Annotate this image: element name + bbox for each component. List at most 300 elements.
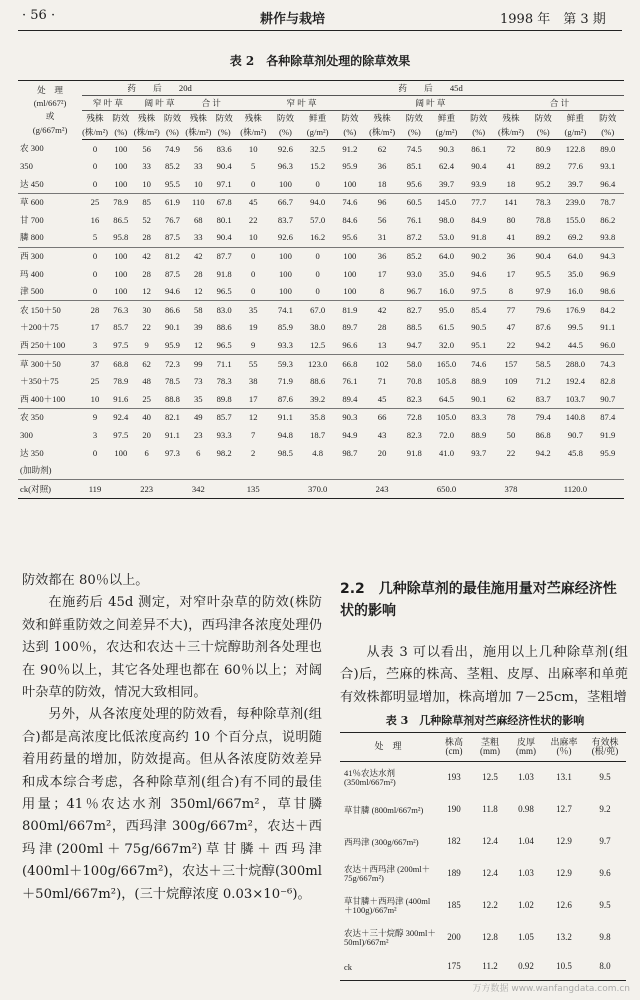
table-cell: 92.6	[269, 229, 301, 247]
table-cell: 97.9	[527, 283, 559, 301]
table-row	[340, 794, 626, 826]
table-row	[340, 858, 626, 890]
table-cell: 3	[92, 430, 98, 440]
table-cell: 97.5	[463, 283, 495, 301]
table-cell: 90.2	[471, 251, 487, 262]
table3-title: 表 3 几种除草剂对苎麻经济性状的影响	[385, 714, 585, 727]
table-cell: 96.6	[334, 337, 366, 355]
row-treatment: 玛 400	[20, 268, 44, 279]
table-cell: 87.5	[164, 268, 180, 279]
table-cell	[237, 462, 269, 480]
row-treatment: (加助剂)	[18, 462, 82, 480]
table3	[340, 732, 626, 981]
table-cell: 90.5	[471, 322, 487, 333]
table-cell: 92.4	[113, 412, 129, 423]
table-cell: 123.0	[307, 358, 328, 369]
table-cell: 13.1	[556, 772, 572, 783]
table-cell: 0	[251, 251, 256, 262]
period-20d-header: 药 后 20d	[82, 81, 237, 96]
row-treatment: 农 350	[20, 412, 44, 423]
table-cell: 43	[377, 430, 387, 440]
row-treatment: 津 500	[18, 283, 82, 301]
table-cell: 95.2	[527, 175, 559, 193]
table3-header-row: 处 理 株高 (cm) 茎粗 (mm) 皮厚 (mm) 出麻率 (％) 有效株 (根/蔸)	[340, 733, 626, 762]
table-cell: 176.9	[565, 304, 586, 315]
table-cell: 193	[447, 772, 461, 783]
row-treatment: ck(对照)	[18, 480, 82, 499]
table-row	[18, 247, 624, 265]
table-cell: 74.3	[600, 358, 616, 369]
table-cell: 47	[506, 322, 516, 333]
table-cell: 12.5	[302, 337, 334, 355]
table-cell: 58.0	[406, 358, 422, 369]
table-cell: 91.8	[406, 447, 422, 458]
table-cell: 8	[366, 283, 398, 301]
table-cell: 79.6	[535, 304, 551, 315]
table-cell: 39	[193, 322, 203, 333]
table-cell: 0	[237, 175, 269, 193]
table-cell: 76.3	[113, 304, 129, 315]
table-cell: 22	[248, 214, 258, 225]
table-cell: 90.1	[164, 322, 180, 333]
table-cell: 35	[185, 390, 211, 408]
table-cell: 41.0	[438, 447, 455, 458]
table-cell: 89.2	[527, 229, 559, 247]
table-cell: 93.0	[406, 268, 422, 279]
table-row	[18, 158, 624, 176]
table-cell: 77	[506, 304, 516, 315]
table-cell: 0	[92, 251, 98, 262]
table-cell: 95.0	[438, 304, 455, 315]
table-cell: 36	[377, 161, 387, 172]
table-cell: 1120.0	[559, 480, 591, 499]
table-cell	[108, 462, 134, 480]
table-cell: 77.7	[471, 197, 487, 208]
table-cell: 39.7	[430, 175, 462, 193]
table-cell: 52	[142, 214, 151, 225]
table-cell: 84.9	[471, 214, 487, 225]
table-cell: 192.4	[565, 376, 586, 387]
table-cell: 74.1	[277, 304, 293, 315]
table-cell: 25	[134, 390, 160, 408]
table-cell	[134, 462, 160, 480]
table-cell: 78.3	[216, 376, 232, 387]
table-row	[18, 265, 624, 283]
table-cell: 100	[114, 161, 128, 172]
table-cell	[160, 480, 186, 499]
row-treatment: 农达＋西玛津 (200ml＋75g/667m²)	[344, 864, 431, 883]
table-cell: 42	[142, 251, 151, 262]
table-cell: 74.9	[164, 143, 180, 154]
table-cell: 94.0	[310, 197, 326, 208]
table-cell: 100	[334, 175, 366, 193]
table-cell	[463, 462, 495, 480]
table-cell: 94.7	[398, 337, 430, 355]
table-row	[18, 319, 624, 337]
table-cell: 378	[495, 480, 527, 499]
table-row	[340, 954, 626, 981]
row-treatment: 农 150＋50	[20, 304, 61, 315]
table-cell: 28	[377, 322, 387, 333]
table-cell: 71.2	[535, 376, 551, 387]
table-cell: 89.7	[342, 322, 358, 333]
table-cell: 91.1	[600, 322, 616, 333]
table-cell: 91.8	[463, 229, 495, 247]
table-cell: 95.6	[334, 229, 366, 247]
table-cell	[82, 462, 108, 480]
table-cell: 18	[366, 175, 398, 193]
table-cell	[495, 462, 527, 480]
table-cell: 157	[504, 358, 518, 369]
table-cell: 72.3	[164, 358, 180, 369]
table-cell: 72	[506, 143, 516, 154]
table-cell: 1.04	[518, 836, 534, 847]
row-treatment: 草 600	[20, 197, 44, 208]
table-cell: 0	[92, 161, 98, 172]
table-cell: 650.0	[430, 480, 462, 499]
table-cell	[366, 462, 398, 480]
table-cell: 12.9	[556, 836, 572, 847]
table-cell: 76.1	[406, 214, 422, 225]
table-cell: 0.92	[508, 954, 544, 981]
table-cell: 94.9	[342, 430, 358, 440]
table-cell: 81.9	[342, 304, 358, 315]
table-cell: 100	[114, 143, 128, 154]
table-cell: 10	[185, 175, 211, 193]
table-cell: 74.6	[342, 197, 358, 208]
table-cell: 9.8	[599, 932, 611, 943]
table-cell: 100	[334, 283, 366, 301]
table-cell: 3	[82, 337, 108, 355]
table-cell: 56	[193, 143, 203, 154]
table-cell	[398, 462, 430, 480]
row-treatment: 草甘膦＋西玛津 (400ml＋100g)/667m²	[344, 896, 431, 915]
total-header-20d: 合 计	[185, 96, 237, 111]
table-cell: 22	[495, 337, 527, 355]
table-cell: 288.0	[565, 358, 586, 369]
table-cell: 41	[506, 161, 516, 172]
table-cell: 95.5	[535, 268, 551, 279]
table-cell: 140.8	[565, 412, 586, 423]
row-treatment: 达 350	[20, 447, 44, 458]
table-cell: 62	[377, 143, 387, 154]
table-cell: 44.5	[559, 337, 591, 355]
table-cell: 12	[185, 283, 211, 301]
table-cell: 33	[185, 229, 211, 247]
table-cell: 13.2	[556, 932, 572, 943]
table-cell: 20	[142, 430, 151, 440]
table-cell: 71.9	[277, 376, 293, 387]
table-cell: 74.6	[471, 358, 487, 369]
table-cell: 78.3	[535, 197, 551, 208]
table-cell: 145.0	[436, 197, 457, 208]
table-row	[18, 211, 624, 229]
table-cell: 0	[251, 268, 256, 279]
table-cell: 64.0	[567, 251, 583, 262]
table-cell: 22	[142, 322, 151, 333]
table-cell: 12.4	[482, 868, 498, 879]
table-cell: 90.4	[211, 229, 237, 247]
table-cell: 31	[366, 229, 398, 247]
table-cell: 97.5	[113, 430, 129, 440]
table-cell: 86.6	[164, 304, 180, 315]
treatment-header: 处 理 (ml/667²) 或 (g/667m²)	[18, 81, 82, 140]
table-cell: 90.7	[567, 430, 583, 440]
broad-header-45d: 阔 叶 草	[366, 96, 495, 111]
table-cell	[592, 462, 625, 480]
table-cell: 99.5	[567, 322, 583, 333]
table-cell: 85.7	[113, 322, 129, 333]
table-cell: 87.6	[535, 322, 551, 333]
table-cell: 78	[506, 412, 516, 423]
table-row	[18, 444, 624, 462]
table-cell: 48	[142, 376, 151, 387]
paragraph: 防效都在 80％以上。	[22, 573, 149, 588]
table-cell: 45.8	[567, 447, 583, 458]
table-cell: 73	[193, 376, 203, 387]
table-cell: 90.3	[342, 412, 358, 423]
table-cell: 100	[343, 268, 357, 279]
table-cell: 82.3	[398, 390, 430, 408]
table-cell: 28	[134, 229, 160, 247]
table-cell: 0	[315, 268, 320, 279]
table-cell: 100	[343, 251, 357, 262]
table-cell: 56	[142, 143, 151, 154]
table-cell: 103.7	[559, 390, 591, 408]
table-cell: 110	[192, 197, 205, 208]
table-cell: 109	[504, 376, 518, 387]
table-cell: 91.8	[216, 268, 232, 279]
table-cell: 81.2	[164, 251, 180, 262]
table-cell: 4.8	[312, 447, 324, 458]
table-cell: 89.0	[600, 143, 616, 154]
table-cell: 102	[375, 358, 389, 369]
table-cell: 45	[248, 197, 258, 208]
table-cell: 11.2	[472, 954, 508, 981]
table-cell: 85.2	[406, 251, 422, 262]
table-cell: 100	[108, 283, 134, 301]
row-treatment: 西 250＋100	[18, 337, 82, 355]
table-row	[18, 373, 624, 391]
table-cell: 83.3	[471, 412, 487, 423]
table-cell: 0	[82, 175, 108, 193]
table-row	[18, 462, 624, 480]
table-cell: 89.2	[535, 161, 551, 172]
table-cell: 96.4	[592, 175, 625, 193]
table-cell: 62	[495, 390, 527, 408]
table-cell: 98.7	[342, 447, 358, 458]
table-cell: 25	[90, 376, 100, 387]
table-cell: 94.2	[527, 337, 559, 355]
total-header-45d: 合 计	[495, 96, 624, 111]
table-cell: 58	[193, 304, 203, 315]
table-cell: 35.0	[438, 268, 455, 279]
table-cell: 17	[377, 268, 387, 279]
left-column-text	[22, 570, 322, 906]
table-cell	[211, 480, 237, 499]
table-cell: 91.1	[164, 430, 180, 440]
table-cell: 190	[447, 804, 461, 815]
table-cell: 12.9	[556, 868, 572, 879]
table-cell: 77.6	[567, 161, 583, 172]
table-cell: 93.1	[600, 161, 616, 172]
table-cell: 66.7	[277, 197, 293, 208]
table-cell: 96.0	[592, 337, 625, 355]
table-cell: 83.0	[216, 304, 232, 315]
table-cell: 86.8	[535, 430, 551, 440]
table-cell: 74.5	[406, 143, 422, 154]
table-cell: 98.6	[592, 283, 625, 301]
journal-name: 耕作与栽培	[260, 12, 326, 27]
table-cell: 38.0	[310, 322, 326, 333]
table-cell: 91.1	[277, 412, 293, 423]
table-row	[18, 390, 624, 408]
table-cell: 98.5	[277, 447, 293, 458]
table-cell: 12.6	[556, 900, 572, 911]
table-cell: 165.0	[436, 358, 457, 369]
table-cell: 105.0	[436, 412, 457, 423]
table-cell: 71.1	[216, 358, 232, 369]
table-row	[340, 890, 626, 922]
table-cell: 38	[248, 376, 258, 387]
table-cell: 86.1	[471, 143, 487, 154]
issue-label: 1998 年 第 3 期	[500, 12, 606, 27]
period-45d-header: 药 后 45d	[237, 81, 624, 96]
table-cell: 119	[82, 480, 108, 499]
table-cell: 64.5	[430, 390, 462, 408]
table-row	[18, 229, 624, 247]
table-cell: 135	[237, 480, 269, 499]
table-cell: 12.8	[482, 932, 498, 943]
row-treatment: 350	[20, 161, 33, 172]
table-cell: 56	[377, 214, 387, 225]
table-row	[18, 140, 624, 158]
table-cell: 100	[114, 447, 128, 458]
table-cell	[430, 462, 462, 480]
table-cell: 85.4	[471, 304, 487, 315]
table-cell: 96.7	[398, 283, 430, 301]
table-cell: 182	[447, 836, 461, 847]
table-cell: 41	[495, 229, 527, 247]
table-cell: 88.9	[471, 430, 487, 440]
table-cell: 19	[248, 322, 258, 333]
page-number: · 56 ·	[22, 8, 56, 23]
table-cell: 62.4	[438, 161, 455, 172]
row-treatment: ＋350＋75	[20, 376, 59, 387]
table-cell: 0.98	[518, 804, 534, 815]
table-cell: 155.0	[565, 214, 586, 225]
table-row	[18, 337, 624, 355]
table-cell: 100	[108, 175, 134, 193]
table-cell: 35.8	[310, 412, 326, 423]
table-cell: 90.4	[216, 161, 232, 172]
table-cell: 40	[142, 412, 151, 423]
table-cell: 42	[193, 251, 203, 262]
table-cell: 57.0	[310, 214, 326, 225]
row-treatment: ck	[340, 954, 436, 981]
table-cell: 61.9	[164, 197, 180, 208]
table-cell: 18.7	[310, 430, 326, 440]
table-cell: 33	[193, 161, 203, 172]
table-cell: 82.3	[406, 430, 422, 440]
table-cell: 100	[278, 268, 292, 279]
table-cell: 36	[377, 251, 387, 262]
table2-body	[18, 140, 624, 499]
table-cell: 62	[142, 358, 151, 369]
table-cell: 80	[506, 214, 516, 225]
table-row	[18, 175, 624, 193]
row-treatment: 西 400＋100	[18, 390, 82, 408]
table-cell: 9	[237, 337, 269, 355]
table-cell: 0	[302, 283, 334, 301]
table-row	[18, 480, 624, 499]
table-cell: 9.7	[599, 836, 611, 847]
table-cell: 239.0	[565, 197, 586, 208]
table-cell: 96	[377, 197, 387, 208]
table-cell: 85	[142, 197, 151, 208]
table-cell: 35.0	[567, 268, 583, 279]
table-row	[340, 762, 626, 795]
table-cell: 33	[142, 161, 151, 172]
table-cell: 72.0	[438, 430, 455, 440]
table-cell: 12	[248, 412, 258, 423]
table-cell: 0	[302, 175, 334, 193]
table-cell: 12.7	[556, 804, 572, 815]
table-cell: 122.8	[565, 143, 586, 154]
table-cell: 95.8	[108, 229, 134, 247]
table-cell: 0	[315, 251, 320, 262]
table-cell: 189	[447, 868, 461, 879]
table-cell: 28	[193, 268, 203, 279]
table-cell: 70.8	[406, 376, 422, 387]
row-treatment: 达 450	[18, 175, 82, 193]
table-cell: 89.4	[334, 390, 366, 408]
table-cell: 175	[436, 954, 472, 981]
table-cell	[559, 462, 591, 480]
table-cell: 95.6	[398, 175, 430, 193]
table-cell: 87.7	[216, 251, 232, 262]
table-cell: 13	[366, 337, 398, 355]
table-cell: 10	[248, 143, 258, 154]
table-cell	[211, 462, 237, 480]
table-cell: 88.8	[160, 390, 186, 408]
table-cell: 87.2	[398, 229, 430, 247]
table-row	[18, 301, 624, 319]
table-cell: 9.5	[599, 900, 611, 911]
table-cell: 22	[506, 447, 516, 458]
table-cell: 92.6	[277, 143, 293, 154]
table-cell: 7	[251, 430, 256, 440]
table-cell: 32.5	[310, 143, 326, 154]
table-cell: 0	[237, 283, 269, 301]
table-cell: 16	[90, 214, 100, 225]
table-cell: 0	[82, 283, 108, 301]
table-cell: 9	[92, 412, 98, 423]
table-cell: 16.0	[430, 283, 462, 301]
table-cell	[592, 480, 625, 499]
table-cell: 12	[185, 337, 211, 355]
table-cell	[108, 480, 134, 499]
table-cell: 100	[269, 283, 301, 301]
row-treatment: 西 300	[20, 251, 44, 262]
table-cell: 100	[278, 251, 292, 262]
table-cell: 94.6	[471, 268, 487, 279]
table-cell: 87.6	[269, 390, 301, 408]
table-cell: 80.9	[535, 143, 551, 154]
unit-header-row: (株/m²) (%) (株/m²) (%) (株/m²) (%) (株/m²) (%) (g/m²) (%) (株/m²) (%) (g/m²) (%) (株/m²) (%) (g/m²) (%)	[18, 125, 624, 140]
table-cell: 78.7	[600, 197, 616, 208]
table-cell: 100	[114, 251, 128, 262]
